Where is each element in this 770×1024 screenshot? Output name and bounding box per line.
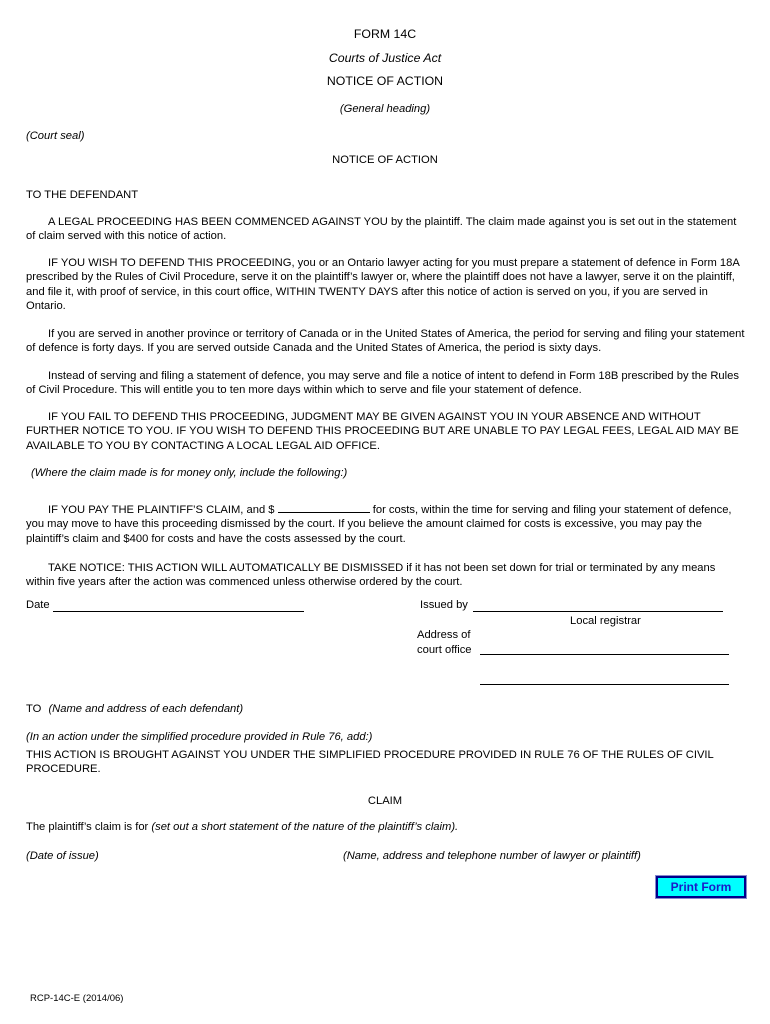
to-label: TO	[26, 703, 42, 715]
form-code: RCP-14C-E (2014/06)	[30, 993, 124, 1004]
money-only-note: (Where the claim made is for money only, include the following:)	[31, 467, 348, 479]
costs-amount-blank[interactable]	[278, 512, 370, 513]
date-line[interactable]	[53, 611, 304, 612]
form-title: NOTICE OF ACTION	[326, 74, 444, 88]
address-label-line2: court office	[417, 644, 472, 656]
pay-claim-text-start: IF YOU PAY THE PLAINTIFF’S CLAIM, and $	[48, 504, 275, 516]
act-name: Courts of Justice Act	[328, 51, 442, 65]
to-note: (Name and address of each defendant)	[48, 703, 244, 715]
pay-claim-text-end: for costs, within the time for serving and filing your statement of defence, you may move to have this proceeding dismissed by the court. If you believe the amount claimed for costs is excessive, you may pay the plaintiff’s claim and $400 for costs and have the costs assessed by the court.	[26, 504, 732, 545]
date-label: Date	[26, 599, 50, 611]
paragraph-defend: IF YOU WISH TO DEFEND THIS PROCEEDING, you or an Ontario lawyer acting for you must prepare a statement of defence in Form 18A prescribed by the Rules of Civil Procedure, serve it on the plaintiff’s lawyer or, where the plaintiff does not have a lawyer, serve it on the plaintiff, and file it, with proof of service, in this court office, WITHIN TWENTY DAYS after this notice of action is served on you, if you are served in Ontario.	[26, 257, 740, 313]
local-registrar-label: Local registrar	[570, 615, 641, 627]
address-label-line1: Address of	[417, 629, 471, 641]
general-heading: (General heading)	[339, 103, 431, 115]
claim-note: (set out a short statement of the nature of the plaintiff’s claim).	[151, 821, 459, 833]
paragraph-pay-claim	[26, 503, 746, 546]
court-seal: (Court seal)	[26, 130, 85, 142]
issued-by-label: Issued by	[420, 599, 468, 611]
claim-statement	[26, 821, 458, 833]
address-line-1[interactable]	[480, 654, 729, 655]
to-section	[26, 703, 243, 715]
address-line-2[interactable]	[480, 684, 729, 685]
print-form-button[interactable]: Print Form	[656, 876, 746, 898]
paragraph-fail-to-defend: IF YOU FAIL TO DEFEND THIS PROCEEDING, JUDGMENT MAY BE GIVEN AGAINST YOU IN YOUR ABSENCE AND WITHOUT FURTHER NOTICE TO YOU. IF YOU WISH TO DEFEND THIS PROCEEDING BUT ARE UNABLE TO PAY LEGAL FEES, LEGAL AID MAY BE AVAILABLE TO YOU BY CONTACTING A LOCAL LEGAL AID OFFICE.	[26, 411, 739, 452]
simplified-procedure-note: (In an action under the simplified procedure provided in Rule 76, add:)	[26, 731, 373, 743]
lawyer-info-note: (Name, address and telephone number of lawyer or plaintiff)	[343, 850, 641, 862]
issued-by-line[interactable]	[473, 611, 723, 612]
paragraph-commenced: A LEGAL PROCEEDING HAS BEEN COMMENCED AGAINST YOU by the plaintiff. The claim made against you is set out in the statement of claim served with this notice of action.	[26, 216, 737, 243]
notice-title: NOTICE OF ACTION	[332, 154, 438, 166]
paragraph-other-province: If you are served in another province or territory of Canada or in the United States of America, the period for serving and filing your statement of defence is forty days. If you are served outside Canada and the United States of America, the period is sixty days.	[26, 328, 745, 355]
to-defendant-heading: TO THE DEFENDANT	[26, 189, 139, 201]
paragraph-take-notice: TAKE NOTICE: THIS ACTION WILL AUTOMATICALLY BE DISMISSED if it has not been set down for trial or terminated by any means within five years after the action was commenced unless otherwise ordered by the court.	[26, 562, 716, 589]
claim-heading: CLAIM	[367, 795, 403, 807]
simplified-procedure-text: THIS ACTION IS BROUGHT AGAINST YOU UNDER THE SIMPLIFIED PROCEDURE PROVIDED IN RULE 76 OF THE RULES OF CIVIL PROCEDURE.	[26, 749, 714, 776]
paragraph-intent-to-defend: Instead of serving and filing a statement of defence, you may serve and file a notice of intent to defend in Form 18B prescribed by the Rules of Civil Procedure. This will entitle you to ten more days within which to serve and file your statement of defence.	[26, 370, 739, 397]
date-of-issue: (Date of issue)	[26, 850, 99, 862]
claim-text: The plaintiff’s claim is for	[26, 821, 149, 833]
form-number: FORM 14C	[353, 27, 417, 41]
